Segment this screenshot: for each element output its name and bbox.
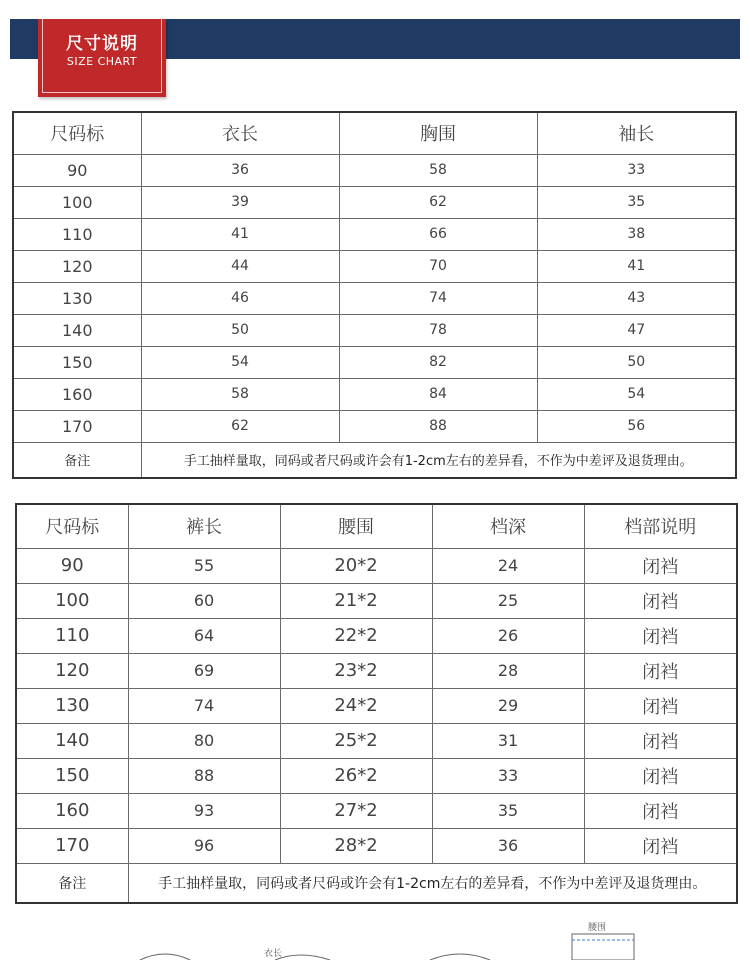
table-cell: 58 <box>339 154 537 186</box>
column-header: 袖长 <box>537 112 736 154</box>
table-cell: 62 <box>141 410 339 442</box>
table-cell: 80 <box>128 723 280 758</box>
column-header: 胸围 <box>339 112 537 154</box>
column-header: 衣长 <box>141 112 339 154</box>
table-cell: 78 <box>339 314 537 346</box>
table-row <box>16 653 737 688</box>
table-cell: 闭裆 <box>584 618 737 653</box>
table-cell: 43 <box>537 282 736 314</box>
column-header: 尺码标 <box>16 504 128 548</box>
table-row <box>13 410 736 442</box>
column-header: 裤长 <box>128 504 280 548</box>
waist-label: 腰围 <box>588 923 607 933</box>
table-cell: 24 <box>432 548 584 583</box>
garment-illustrations <box>0 910 750 960</box>
table-cell: 56 <box>537 410 736 442</box>
note-text: 手工抽样量取，同码或者尺码或许会有1-2cm左右的差异看，不作为中差评及退货理由。 <box>141 442 736 478</box>
table-cell: 24*2 <box>280 688 432 723</box>
column-header: 腰围 <box>280 504 432 548</box>
table-cell: 84 <box>339 378 537 410</box>
size-chart-badge <box>38 19 166 97</box>
table-cell: 闭裆 <box>584 688 737 723</box>
table-cell: 62 <box>339 186 537 218</box>
table-cell: 26*2 <box>280 758 432 793</box>
table-cell: 58 <box>141 378 339 410</box>
table-cell: 27*2 <box>280 793 432 828</box>
table-cell: 22*2 <box>280 618 432 653</box>
table-cell: 31 <box>432 723 584 758</box>
table-row <box>13 218 736 250</box>
table-cell: 60 <box>128 583 280 618</box>
table-row <box>13 154 736 186</box>
table-cell: 66 <box>339 218 537 250</box>
table-cell: 54 <box>141 346 339 378</box>
table-cell: 36 <box>141 154 339 186</box>
top-size-table <box>12 111 737 479</box>
table-cell: 26 <box>432 618 584 653</box>
table-cell: 90 <box>13 154 141 186</box>
note-row <box>13 442 736 478</box>
table-cell: 38 <box>537 218 736 250</box>
table-cell: 130 <box>16 688 128 723</box>
table-cell: 140 <box>13 314 141 346</box>
table-cell: 闭裆 <box>584 583 737 618</box>
table-row <box>13 346 736 378</box>
table-cell: 88 <box>339 410 537 442</box>
table-row <box>16 793 737 828</box>
table-cell: 21*2 <box>280 583 432 618</box>
table-cell: 54 <box>537 378 736 410</box>
table-row <box>13 314 736 346</box>
table-row <box>16 723 737 758</box>
table-cell: 35 <box>537 186 736 218</box>
table-cell: 100 <box>16 583 128 618</box>
table-cell: 170 <box>13 410 141 442</box>
table-cell: 88 <box>128 758 280 793</box>
bottom-size-table <box>15 503 738 904</box>
shirt-sketch-3 <box>430 954 490 960</box>
shirt-sketch-2 <box>275 955 330 960</box>
table-cell: 28*2 <box>280 828 432 863</box>
table-row <box>13 282 736 314</box>
table-cell: 28 <box>432 653 584 688</box>
note-label: 备注 <box>13 442 141 478</box>
table-row <box>16 583 737 618</box>
table-cell: 50 <box>537 346 736 378</box>
table-cell: 41 <box>537 250 736 282</box>
note-row <box>16 863 737 903</box>
table-cell: 闭裆 <box>584 653 737 688</box>
table-cell: 120 <box>13 250 141 282</box>
table-cell: 82 <box>339 346 537 378</box>
table-cell: 25 <box>432 583 584 618</box>
table-cell: 39 <box>141 186 339 218</box>
table-cell: 110 <box>16 618 128 653</box>
table-cell: 90 <box>16 548 128 583</box>
table-cell: 20*2 <box>280 548 432 583</box>
table-cell: 74 <box>339 282 537 314</box>
table-cell: 33 <box>537 154 736 186</box>
table-row <box>16 548 737 583</box>
table-cell: 160 <box>16 793 128 828</box>
table-cell: 130 <box>13 282 141 314</box>
badge-subtitle: SIZE CHART <box>66 55 138 68</box>
shirt-sketch-1 <box>140 954 190 960</box>
table-row <box>16 688 737 723</box>
table-row <box>16 758 737 793</box>
table-cell: 闭裆 <box>584 723 737 758</box>
table-cell: 47 <box>537 314 736 346</box>
table-header-row <box>13 112 736 154</box>
table-header-row <box>16 504 737 548</box>
table-cell: 150 <box>16 758 128 793</box>
table-cell: 闭裆 <box>584 548 737 583</box>
table-cell: 闭裆 <box>584 793 737 828</box>
table-row <box>13 186 736 218</box>
table-cell: 55 <box>128 548 280 583</box>
table-cell: 170 <box>16 828 128 863</box>
table-cell: 闭裆 <box>584 828 737 863</box>
table-cell: 100 <box>13 186 141 218</box>
table-cell: 69 <box>128 653 280 688</box>
table-row <box>16 618 737 653</box>
table-cell: 150 <box>13 346 141 378</box>
table-cell: 46 <box>141 282 339 314</box>
table-cell: 44 <box>141 250 339 282</box>
table-cell: 110 <box>13 218 141 250</box>
table-cell: 96 <box>128 828 280 863</box>
column-header: 档部说明 <box>584 504 737 548</box>
table-cell: 70 <box>339 250 537 282</box>
table-cell: 120 <box>16 653 128 688</box>
column-header: 档深 <box>432 504 584 548</box>
table-cell: 33 <box>432 758 584 793</box>
table-row <box>13 378 736 410</box>
pants-sketch <box>572 934 634 960</box>
table-cell: 64 <box>128 618 280 653</box>
table-cell: 35 <box>432 793 584 828</box>
table-cell: 29 <box>432 688 584 723</box>
note-label: 备注 <box>16 863 128 903</box>
badge-title: 尺寸说明 <box>66 34 138 54</box>
table-row <box>16 828 737 863</box>
table-cell: 140 <box>16 723 128 758</box>
table-cell: 93 <box>128 793 280 828</box>
table-cell: 74 <box>128 688 280 723</box>
table-cell: 50 <box>141 314 339 346</box>
table-cell: 闭裆 <box>584 758 737 793</box>
column-header: 尺码标 <box>13 112 141 154</box>
table-cell: 36 <box>432 828 584 863</box>
table-cell: 25*2 <box>280 723 432 758</box>
table-row <box>13 250 736 282</box>
garment-sketches <box>0 910 750 960</box>
table-cell: 41 <box>141 218 339 250</box>
table-cell: 23*2 <box>280 653 432 688</box>
note-text: 手工抽样量取，同码或者尺码或许会有1-2cm左右的差异看，不作为中差评及退货理由。 <box>128 863 737 903</box>
length-label: 衣长 <box>264 949 283 959</box>
table-cell: 160 <box>13 378 141 410</box>
